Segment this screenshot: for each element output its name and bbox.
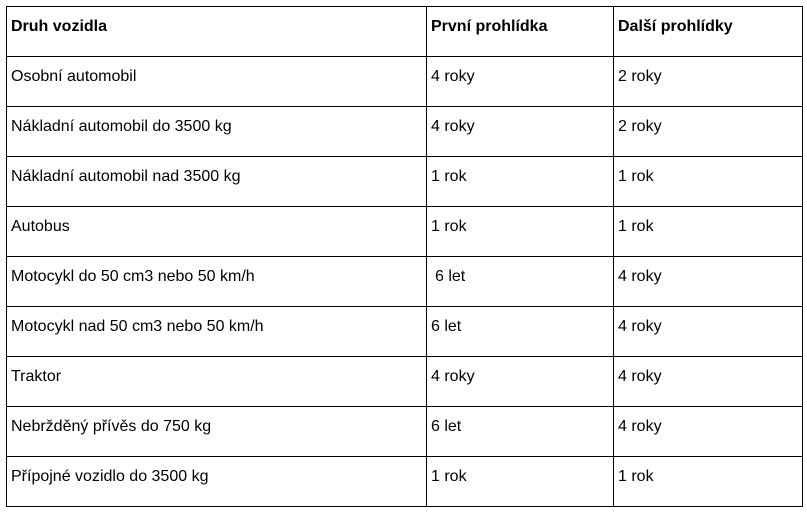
vehicle-type-cell: Osobní automobil bbox=[7, 57, 427, 107]
table-row bbox=[7, 207, 803, 257]
table-row bbox=[7, 107, 803, 157]
next-inspections-cell: 4 roky bbox=[614, 257, 803, 307]
first-inspection-cell: 4 roky bbox=[427, 357, 614, 407]
table-row bbox=[7, 257, 803, 307]
first-inspection-cell: 4 roky bbox=[427, 107, 614, 157]
next-inspections-cell: 1 rok bbox=[614, 457, 803, 507]
table-row bbox=[7, 407, 803, 457]
vehicle-type-cell: Nákladní automobil do 3500 kg bbox=[7, 107, 427, 157]
column-header-next-inspections: Další prohlídky bbox=[614, 7, 803, 57]
column-header-vehicle-type: Druh vozidla bbox=[7, 7, 427, 57]
vehicle-type-cell: Nákladní automobil nad 3500 kg bbox=[7, 157, 427, 207]
vehicle-type-cell: Přípojné vozidlo do 3500 kg bbox=[7, 457, 427, 507]
table-header-row bbox=[7, 7, 803, 57]
column-header-first-inspection: První prohlídka bbox=[427, 7, 614, 57]
next-inspections-cell: 2 roky bbox=[614, 57, 803, 107]
next-inspections-cell: 4 roky bbox=[614, 307, 803, 357]
first-inspection-cell: 4 roky bbox=[427, 57, 614, 107]
next-inspections-cell: 4 roky bbox=[614, 407, 803, 457]
vehicle-type-cell: Traktor bbox=[7, 357, 427, 407]
table-row bbox=[7, 457, 803, 507]
inspection-intervals-table bbox=[6, 6, 803, 507]
table-row bbox=[7, 157, 803, 207]
first-inspection-cell: 1 rok bbox=[427, 457, 614, 507]
table-row bbox=[7, 307, 803, 357]
table-row bbox=[7, 357, 803, 407]
vehicle-type-cell: Autobus bbox=[7, 207, 427, 257]
vehicle-type-cell: Motocykl do 50 cm3 nebo 50 km/h bbox=[7, 257, 427, 307]
vehicle-type-cell: Motocykl nad 50 cm3 nebo 50 km/h bbox=[7, 307, 427, 357]
table-row bbox=[7, 57, 803, 107]
first-inspection-cell: 1 rok bbox=[427, 207, 614, 257]
next-inspections-cell: 2 roky bbox=[614, 107, 803, 157]
next-inspections-cell: 1 rok bbox=[614, 157, 803, 207]
first-inspection-cell: 6 let bbox=[427, 257, 614, 307]
vehicle-type-cell: Nebržděný přívěs do 750 kg bbox=[7, 407, 427, 457]
first-inspection-cell: 6 let bbox=[427, 307, 614, 357]
next-inspections-cell: 4 roky bbox=[614, 357, 803, 407]
first-inspection-cell: 1 rok bbox=[427, 157, 614, 207]
next-inspections-cell: 1 rok bbox=[614, 207, 803, 257]
first-inspection-cell: 6 let bbox=[427, 407, 614, 457]
